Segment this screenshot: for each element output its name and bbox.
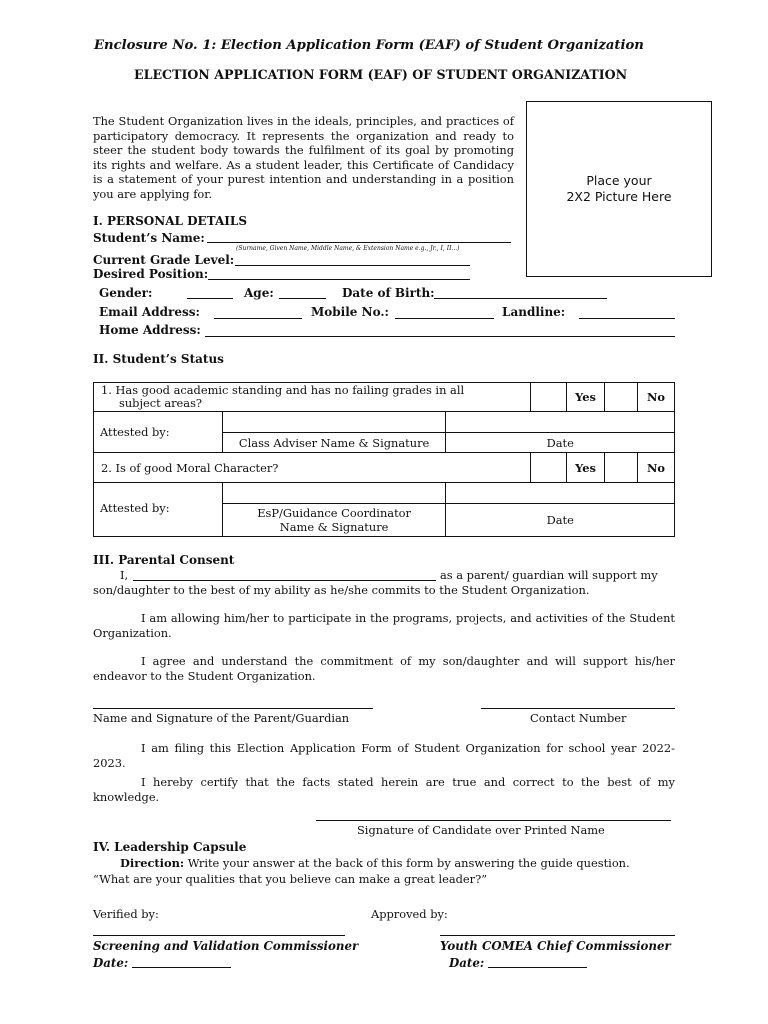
parent-signature-line[interactable] [93,708,373,709]
personal-heading: I. PERSONAL DETAILS [93,214,247,228]
question-2-row [94,453,675,483]
no-checkbox-2[interactable] [605,453,638,483]
student-name-field[interactable] [207,242,511,243]
grade-level-field[interactable] [235,265,470,266]
consent-p1-end: as a parent/ guardian will support my [440,568,658,582]
yes-label-1: Yes [567,383,605,412]
coordinator-label: EsP/Guidance Coordinator [257,506,411,520]
contact-number-line[interactable] [481,708,675,709]
photo-label-2: 2X2 Picture Here [566,189,672,204]
coordinator-date-field[interactable] [446,483,675,504]
capsule-heading: IV. Leadership Capsule [93,840,247,854]
filing-paragraph: I am filing this Election Application Form of Student Organization for school year 2022-2023. [93,741,675,770]
name-hint: (Surname, Given Name, Middle Name, & Extension Name e.g., Jr., I, II...) [236,245,460,252]
question-2-text: 2. Is of good Moral Character? [94,453,531,483]
consent-heading: III. Parental Consent [93,553,235,567]
birth-field[interactable] [434,298,607,299]
certify-paragraph: I hereby certify that the facts stated herein are true and correct to the best of my knowledge. [93,775,675,804]
yes-checkbox-1[interactable] [531,383,567,412]
no-label-1: No [637,383,674,412]
verified-signature-line[interactable] [93,935,345,936]
verified-date-label: Date: [93,956,129,970]
photo-label-1: Place your [586,173,652,188]
photo-placeholder[interactable] [526,101,712,277]
question-1-row [94,383,675,412]
verified-date-field[interactable] [132,967,231,968]
yes-label-2: Yes [567,453,605,483]
attested-label-2: Attested by: [94,483,223,537]
guide-question: “What are your qualities that you believe can make a great leader?” [93,872,488,886]
date-label-1: Date [446,433,675,453]
approved-label: Approved by: [371,907,448,921]
status-heading: II. Student’s Status [93,352,224,366]
intro-paragraph: The Student Organization lives in the ideals, principles, and practices of participatory democracy. It represents the organization and ready to steer the student body towards the fulfilment of its goal by promoting its rights and welfare. As a student leader, this Certificate of Candidacy is a statement of your purest intention and understanding in a position you are applying for. [93,114,514,201]
coordinator-label-cont: Name & Signature [279,520,389,534]
email-field[interactable] [214,318,302,319]
parent-name-field[interactable] [133,580,436,581]
landline-label: Landline: [502,305,566,319]
adviser-date-field[interactable] [446,412,675,433]
desired-position-label: Desired Position: [93,267,209,281]
age-field[interactable] [279,298,326,299]
form-title: ELECTION APPLICATION FORM (EAF) OF STUDENT ORGANIZATION [134,67,628,82]
consent-i: I, [120,568,129,582]
gender-label: Gender: [99,286,153,300]
chief-title: Youth COMEA Chief Commissioner [440,939,671,953]
landline-field[interactable] [579,318,675,319]
question-1-text-cont: subject areas? [119,396,203,410]
candidate-signature-label: Signature of Candidate over Printed Name [357,823,605,837]
question-1-text: 1. Has good academic standing and has no failing grades in all [101,383,465,397]
mobile-field[interactable] [395,318,494,319]
grade-level-label: Current Grade Level: [93,253,235,267]
direction-label: Direction: [120,856,185,870]
yes-checkbox-2[interactable] [531,453,567,483]
approved-signature-line[interactable] [440,935,675,936]
home-field[interactable] [205,336,675,337]
gender-field[interactable] [187,298,233,299]
birth-label: Date of Birth: [342,286,435,300]
consent-p3: I agree and understand the commitment of my son/daughter and will support his/her endeavor to the Student Organization. [93,654,675,683]
email-label: Email Address: [99,305,200,319]
desired-position-field[interactable] [208,279,470,280]
status-table [93,382,675,537]
home-label: Home Address: [99,323,201,337]
consent-p1-line2: son/daughter to the best of my ability as he/she commits to the Student Organization. [93,583,590,597]
candidate-signature-line[interactable] [316,820,671,821]
contact-label: Contact Number [530,711,627,725]
direction-line [120,856,630,870]
parent-signature-label: Name and Signature of the Parent/Guardian [93,711,350,725]
date-label-2: Date [446,504,675,537]
screening-title: Screening and Validation Commissioner [93,939,359,953]
approved-date-field[interactable] [488,967,587,968]
no-checkbox-1[interactable] [605,383,638,412]
consent-p2: I am allowing him/her to participate in the programs, projects, and activities of the Student Organization. [93,611,675,640]
approved-date-label: Date: [449,956,485,970]
coordinator-signature-field[interactable] [222,483,446,504]
student-name-label: Student’s Name: [93,231,205,245]
mobile-label: Mobile No.: [311,305,389,319]
adviser-signature-field[interactable] [222,412,446,433]
no-label-2: No [637,453,674,483]
enclosure-title: Enclosure No. 1: Election Application Form (EAF) of Student Organization [94,38,644,53]
age-label: Age: [244,286,274,300]
verified-label: Verified by: [93,907,159,921]
adviser-label: Class Adviser Name & Signature [222,433,446,453]
attested-label-1: Attested by: [94,412,223,453]
direction-text: Write your answer at the back of this form by answering the guide question. [187,856,630,870]
